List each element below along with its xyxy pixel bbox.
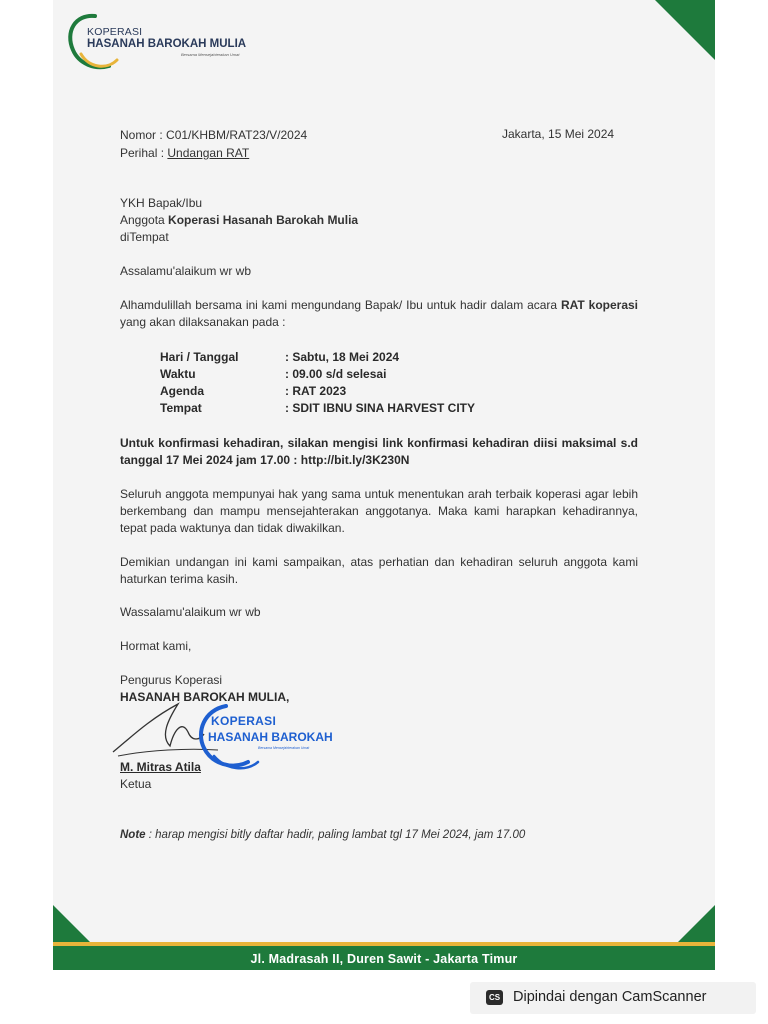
signatory-title: Ketua — [120, 777, 152, 791]
camscanner-badge — [470, 982, 756, 1014]
place-date: Jakarta, 15 Mei 2024 — [502, 127, 615, 141]
closing-salam: Wassalamu'alaikum wr wb — [120, 605, 261, 619]
signatory-org-line2: HASANAH BAROKAH MULIA, — [120, 690, 290, 704]
nomor-line — [120, 128, 307, 142]
regards: Hormat kami, — [120, 639, 192, 653]
footer-address: Jl. Madrasah II, Duren Sawit - Jakarta Timur — [53, 946, 715, 970]
perihal-label: Perihal : — [120, 146, 165, 160]
nomor-value: C01/KHBM/RAT23/V/2024 — [166, 128, 308, 142]
intro-text-before: Alhamdulillah bersama ini kami mengundang Bapak/ Ibu untuk hadir dalam acara — [120, 298, 561, 312]
detail-label-time: Waktu — [160, 367, 196, 381]
recipient-line3: diTempat — [120, 230, 169, 244]
logo-line1: KOPERASI — [87, 26, 143, 38]
detail-value-agenda: : RAT 2023 — [285, 384, 347, 398]
camscanner-text: Dipindai dengan CamScanner — [513, 989, 707, 1005]
note — [120, 829, 525, 841]
intro-text-after: yang akan dilaksanakan pada : — [120, 315, 286, 329]
stamp-line1: KOPERASI — [211, 714, 277, 728]
detail-label-place: Tempat — [160, 401, 202, 415]
detail-value-place: : SDIT IBNU SINA HARVEST CITY — [285, 401, 476, 415]
detail-value-time: : 09.00 s/d selesai — [285, 367, 387, 381]
paragraph-closing: Demikian undangan ini kami sampaikan, atas perhatian dan kehadiran seluruh anggota kami haturkan terima kasih. — [120, 555, 638, 586]
logo-tagline: Bersama Mensejahterakan Umat — [181, 52, 240, 57]
corner-decoration-bottom-left — [53, 905, 93, 945]
confirmation-paragraph: Untuk konfirmasi kehadiran, silakan mengisi link konfirmasi kehadiran diisi maksimal s.d tanggal 17 Mei 2024 jam 17.00 : http://bit.ly/3K230N — [120, 436, 638, 467]
paragraph-rights: Seluruh anggota mempunyai hak yang sama untuk menentukan arah terbaik koperasi agar lebih berkembang dan mampu mensejahterakan anggotanya. Maka kami harapkan kehadirannya, tepat pada waktunya dan tidak diwakilkan. — [120, 487, 638, 535]
note-label: Note — [120, 829, 146, 841]
intro-bold: RAT koperasi — [560, 298, 638, 312]
perihal-line — [120, 146, 249, 160]
perihal-value: Undangan RAT — [167, 146, 250, 160]
recipient-line2 — [120, 213, 358, 227]
recipient-line1: YKH Bapak/Ibu — [120, 196, 203, 210]
recipient-prefix: Anggota — [120, 213, 169, 227]
company-logo — [63, 10, 263, 75]
stamp-line2: HASANAH BAROKAH — [208, 730, 333, 744]
logo-line2: HASANAH BAROKAH MULIA — [87, 38, 247, 50]
signatory-org-line1: Pengurus Koperasi — [120, 673, 223, 687]
greeting: Assalamu'alaikum wr wb — [120, 264, 251, 278]
stamp-tagline: Bersama Mensejahterakan Umat — [258, 746, 310, 750]
corner-decoration-top-right — [655, 0, 715, 60]
intro-paragraph — [120, 297, 638, 331]
recipient-org: Koperasi Hasanah Barokah Mulia — [168, 213, 359, 227]
camscanner-icon: CS — [486, 990, 503, 1005]
corner-decoration-bottom-right — [675, 905, 715, 945]
detail-label-agenda: Agenda — [160, 384, 205, 398]
nomor-label: Nomor : — [120, 128, 163, 142]
signatory-name: M. Mitras Atila — [120, 760, 201, 774]
note-text: : harap mengisi bitly daftar hadir, paling lambat tgl 17 Mei 2024, jam 17.00 — [145, 829, 526, 841]
detail-value-date: : Sabtu, 18 Mei 2024 — [285, 350, 400, 364]
detail-label-date: Hari / Tanggal — [160, 350, 239, 364]
letter-page — [53, 0, 715, 970]
